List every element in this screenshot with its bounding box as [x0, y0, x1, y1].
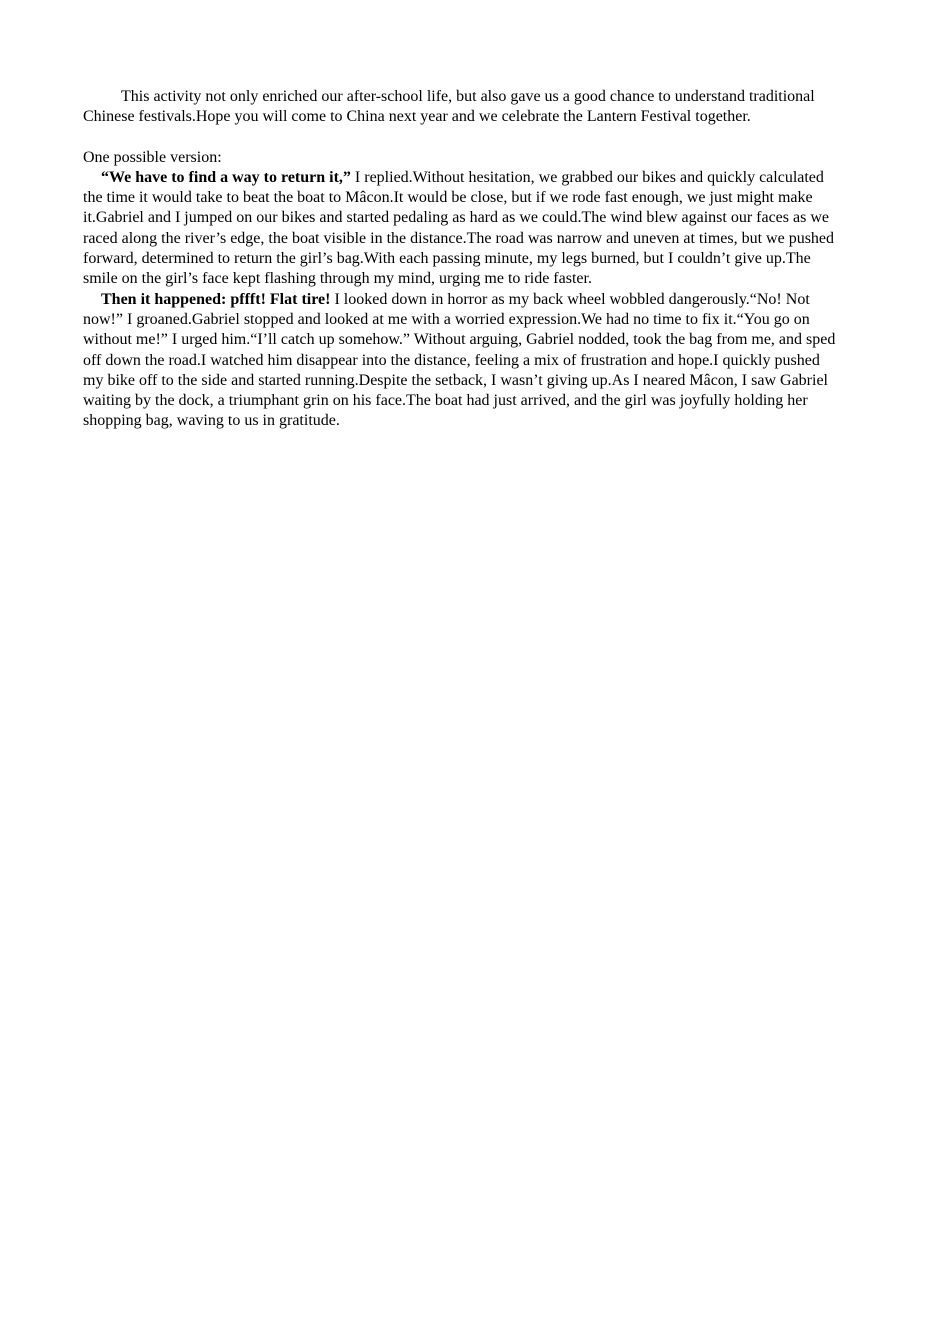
version-label: One possible version: — [83, 148, 222, 166]
intro-paragraph: This activity not only enriched our after-school life, but also gave us a good chance to understand traditional Chinese festivals.Hope you will come to China next year and we celebrate the Lantern Festival together. — [83, 88, 815, 126]
paragraph-1-lead: “We have to find a way to return it,” — [101, 168, 351, 186]
document-page — [83, 87, 843, 432]
paragraph-2-lead: Then it happened: pffft! Flat tire! — [101, 290, 331, 308]
story-paragraph-1 — [83, 168, 843, 290]
paragraph-2-body: I looked down in horror as my back wheel wobbled dangerously.“No! Not now!” I groaned.Gabriel stopped and looked at me with a worried expression.We had no time to fix it.“You go on without me!” I urged him.“I’ll catch up somehow.” Without arguing, Gabriel nodded, took the bag from me, and sped off down the road.I watched him disappear into the distance, feeling a mix of frustration and hope.I quickly pushed my bike off to the side and started running.Despite the setback, I wasn’t giving up.As I neared Mâcon, I saw Gabriel waiting by the dock, a triumphant grin on his face.The boat had just arrived, and the girl was joyfully holding her shopping bag, waving to us in gratitude. — [83, 290, 836, 430]
paragraph-1-body: I replied.Without hesitation, we grabbed our bikes and quickly calculated the time it would take to beat the boat to Mâcon.It would be close, but if we rode fast enough, we just might make it.Gabriel and I jumped on our bikes and started pedaling as hard as we could.The wind blew against our faces as we raced along the river’s edge, the boat visible in the distance.The road was narrow and uneven at times, but we pushed forward, determined to return the girl’s bag.With each passing minute, my legs burned, but I couldn’t give up.The smile on the girl’s face kept flashing through my mind, urging me to ride faster. — [83, 168, 835, 288]
story-paragraph-2 — [83, 290, 843, 432]
paragraph-gap — [83, 128, 843, 148]
